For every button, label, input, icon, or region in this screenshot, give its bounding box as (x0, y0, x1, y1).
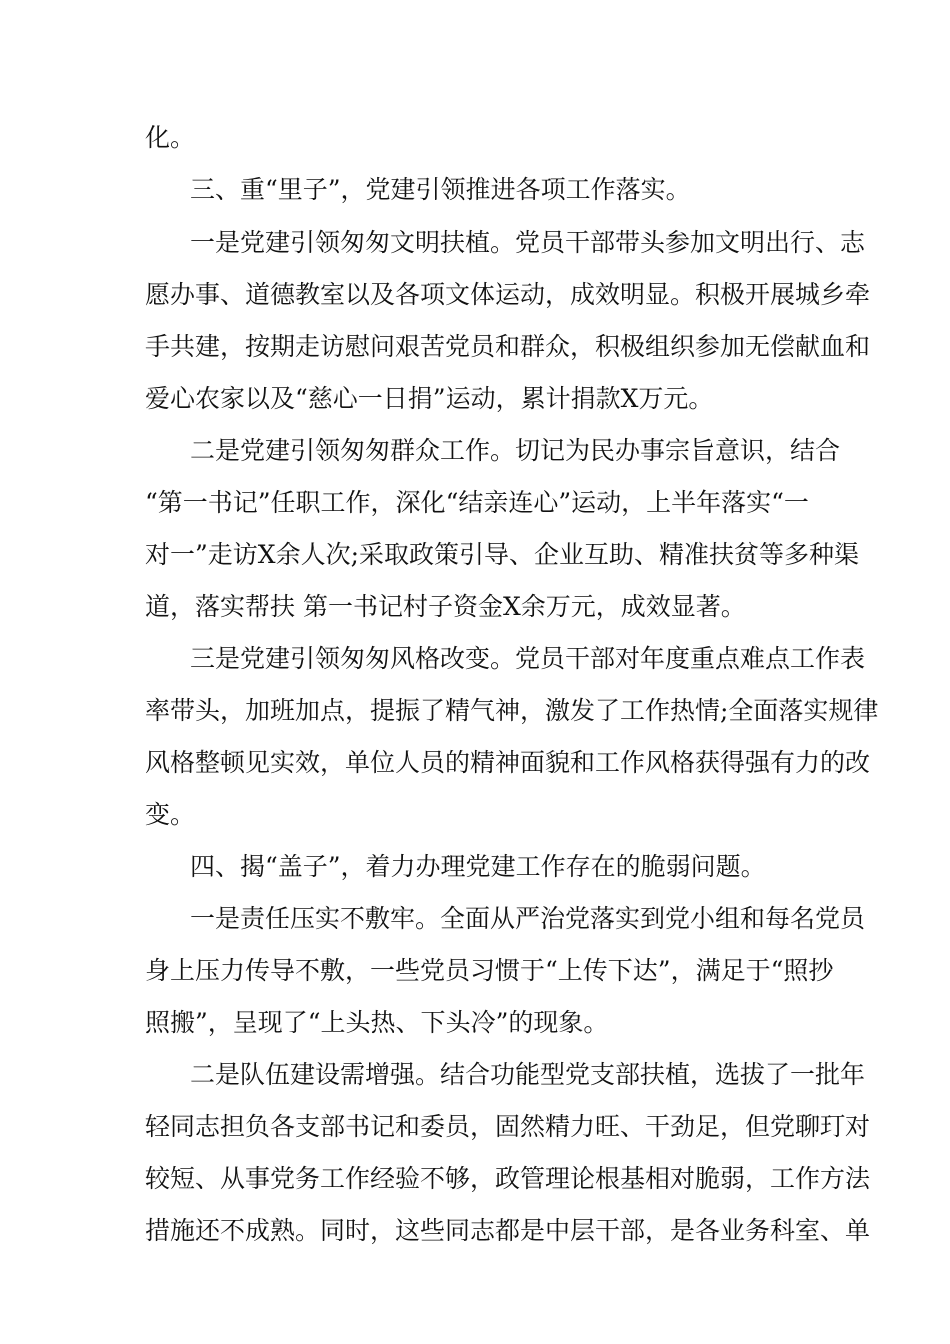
text-line: 变。 (145, 800, 196, 829)
text-line: 轻同志担负各支部书记和委员，固然精力旺、干劲足，但党聊玎对 (145, 1112, 871, 1141)
text-line: 二是党建引领匆匆群众工作。切记为民办事宗旨意识，结合 (190, 436, 841, 465)
text-line: 措施还不成熟。同时，这些同志都是中层干部，是各业务科室、单 (145, 1216, 871, 1245)
text-line: 爱心农家以及“慈心一日捐”运动，累计捐款X万元。 (145, 384, 714, 413)
text-line: 一是责任压实不敷牢。全面从严治党落实到党小组和每名党员 (190, 904, 866, 933)
text-line: 化。 (145, 123, 196, 152)
section-heading: 三、重“里子”，党建引领推进各项工作落实。 (190, 175, 691, 204)
text-line: 照搬”，呈现了“上头热、下头冷”的现象。 (145, 1008, 609, 1037)
text-line: 三是党建引领匆匆风格改变。党员干部对年度重点难点工作表 (190, 644, 866, 673)
text-line: 对一”走访X余人次;采取政策引导、企业互助、精准扶贫等多种渠 (145, 540, 860, 569)
text-line: 手共建，按期走访慰问艰苦党员和群众，积极组织参加无偿献血和 (145, 332, 871, 361)
text-line: “第一书记”任职工作，深化“结亲连心”运动，上半年落实“一 (145, 488, 809, 517)
text-line: 较短、从事党务工作经验不够，政管理论根基相对脆弱，工作方法 (145, 1164, 871, 1193)
text-line: 二是队伍建设需增强。结合功能型党支部扶植，选拔了一批年 (190, 1060, 866, 1089)
section-heading: 四、揭“盖子”，着力办理党建工作存在的脆弱问题。 (190, 852, 766, 881)
text-line: 愿办事、道德教室以及各项文体运动，成效明显。积极开展城乡牵 (145, 280, 871, 309)
text-line: 道，落实帮扶 第一书记村子资金X余万元，成效显著。 (145, 592, 746, 621)
text-line: 率带头，加班加点，提振了精气神，激发了工作热情;全面落实规律 (145, 696, 879, 725)
text-line: 身上压力传导不敷，一些党员习惯于“上传下达”，满足于“照抄 (145, 956, 834, 985)
text-line: 风格整顿见实效，单位人员的精神面貌和工作风格获得强有力的改 (145, 748, 871, 777)
text-line: 一是党建引领匆匆文明扶植。党员干部带头参加文明出行、志 (190, 228, 866, 257)
